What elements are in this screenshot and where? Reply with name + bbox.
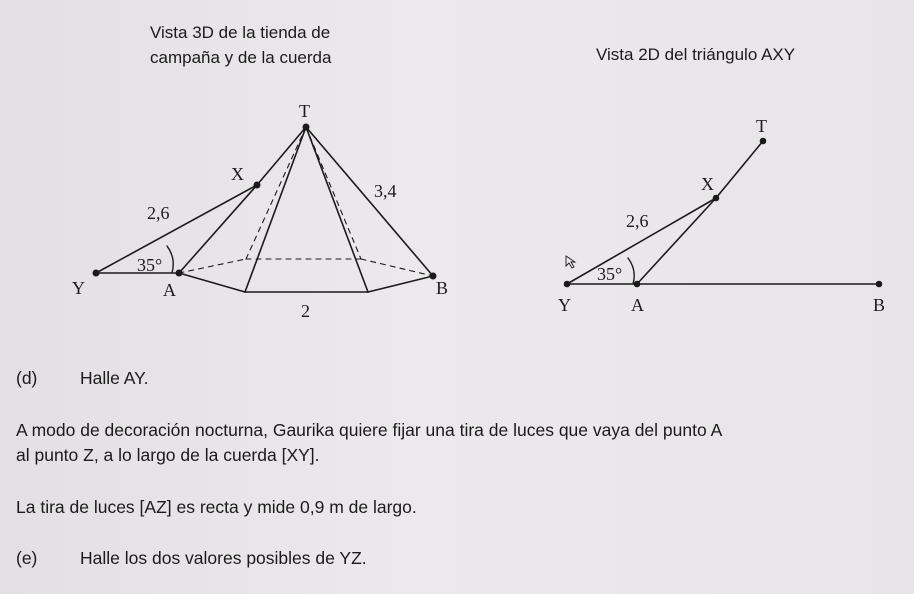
context-paragraph-line2: al punto Z, a lo largo de la cuerda [XY]. [16,445,320,465]
label-angle-3d: 35° [137,255,163,275]
point-x-2d [713,195,719,201]
point-y-2d [564,281,570,287]
label-t-3d: T [299,101,310,121]
context-paragraph-line3: La tira de luces [AZ] es recta y mide 0,9 m de largo. [16,497,417,517]
edge-tx [257,127,306,185]
edge-xy [96,185,257,273]
angle-arc-2d [628,258,634,284]
figure-3d-title-line2: campaña y de la cuerda [150,48,332,67]
edge-a-front-left [179,273,245,292]
figure-3d-title-line1: Vista 3D de la tienda de [150,23,331,42]
hidden-edge-t-back-left [246,127,306,259]
edge-xa [179,185,257,273]
edge-front-right-b [368,276,433,292]
label-y-2d: Y [558,295,571,315]
label-t-2d: T [756,116,767,136]
hidden-edge-t-back-right [306,127,361,259]
label-b-2d: B [873,295,886,315]
label-b-3d: B [436,278,449,298]
point-x-3d [254,182,260,188]
angle-arc-3d [167,246,173,273]
context-paragraph-line1: A modo de decoración nocturna, Gaurika quiere fijar una tira de luces que vaya del punto A [16,420,723,440]
cursor-mark-icon [566,256,575,268]
label-length-tb-3d: 3,4 [374,181,397,201]
part-e-label: (e) [16,548,38,568]
point-b-2d [876,281,882,287]
point-t-3d [303,124,309,130]
edge-t-front-left [245,127,306,292]
part-e-question: Halle los dos valores posibles de YZ. [80,548,367,568]
part-d-label: (d) [16,368,38,388]
segment-xa [637,198,716,284]
hidden-edge-back-right-b [361,259,433,276]
edge-t-front-right [306,127,368,292]
label-length-ab-3d: 2 [301,301,310,321]
label-length-xy-3d: 2,6 [147,203,170,223]
hidden-edges [179,127,433,276]
label-a-3d: A [163,280,176,300]
point-a-2d [634,281,640,287]
segment-xt [716,141,763,198]
label-a-2d: A [631,295,644,315]
label-x-3d: X [231,164,244,184]
part-d-question: Halle AY. [80,368,149,388]
point-a-3d [176,270,182,276]
label-angle-2d: 35° [597,264,623,284]
point-y-3d [93,270,99,276]
figure-2d-title: Vista 2D del triángulo AXY [596,45,796,64]
label-y-3d: Y [72,278,85,298]
point-t-2d [760,138,766,144]
label-length-xy-2d: 2,6 [626,211,649,231]
label-x-2d: X [701,174,714,194]
edge-tb [306,127,433,276]
